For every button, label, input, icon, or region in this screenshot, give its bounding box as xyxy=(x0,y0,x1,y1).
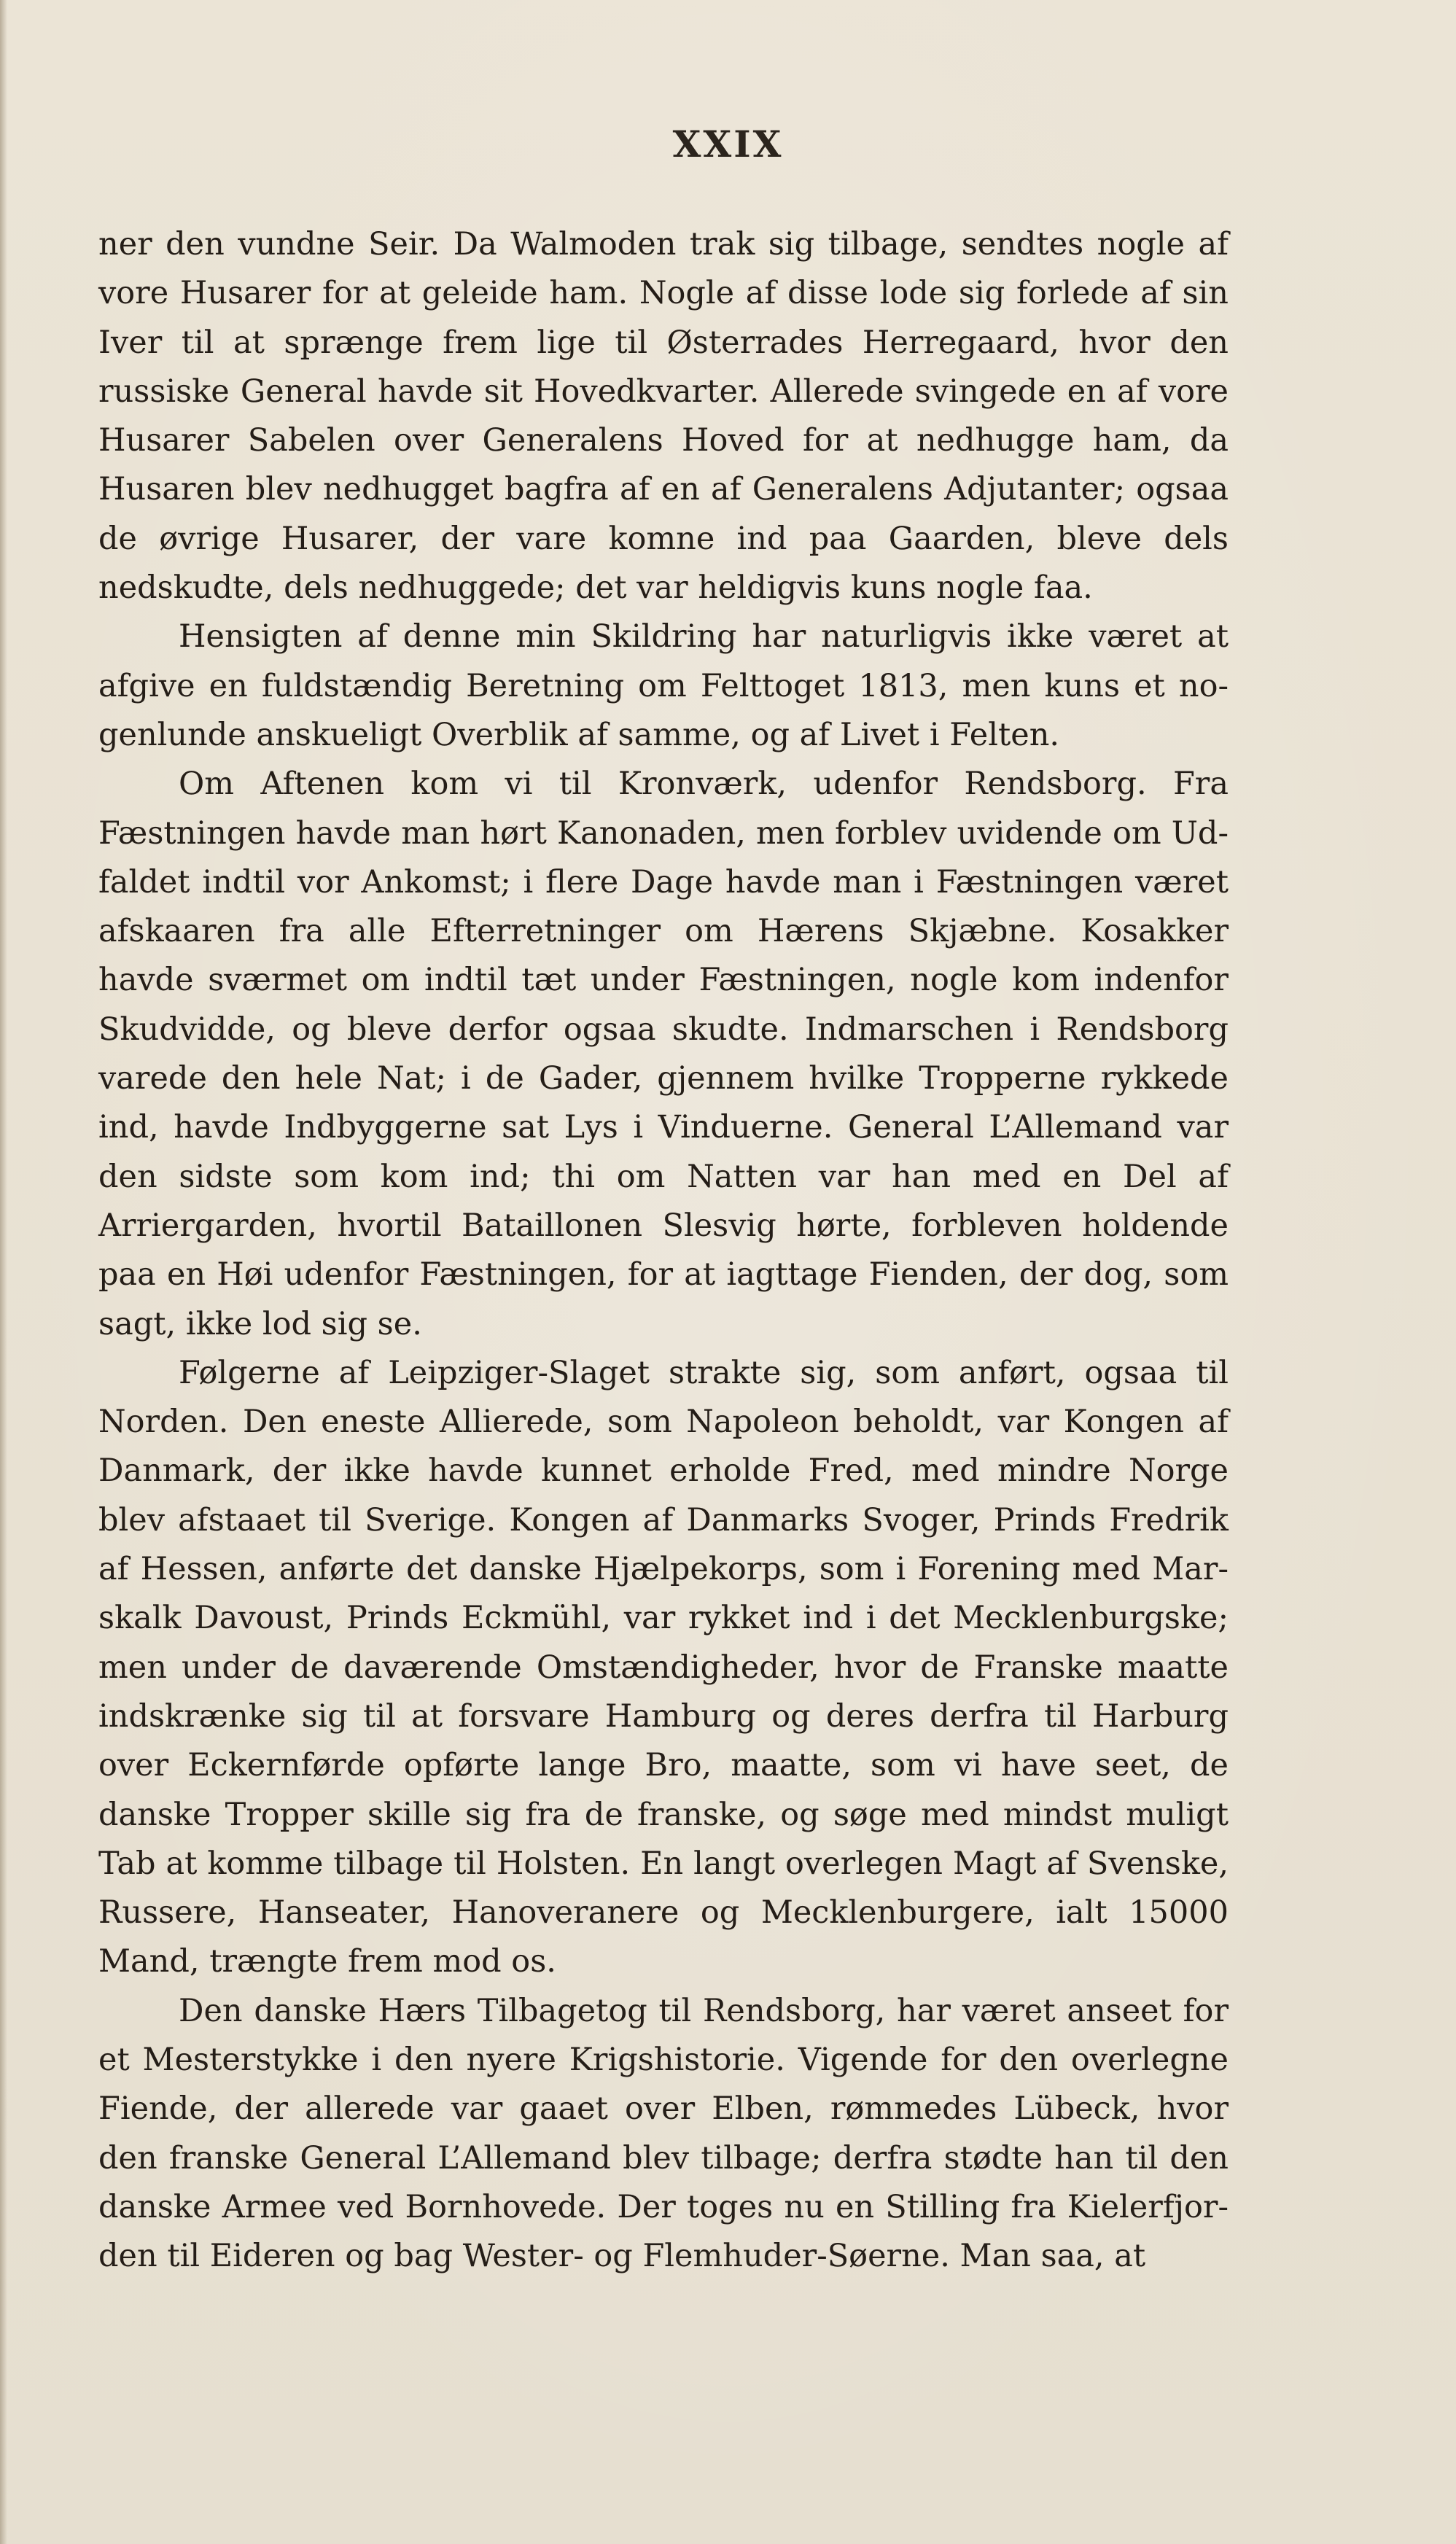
paragraph-1: ner den vundne Seir. Da Walmoden trak sig tilbage, sendtes nogle af vore Husarer for at geleide ham. Nogle af disse lode sig forlede af sin Iver til at sprænge frem lige til Østerrades Herregaard, hvor den russiske General havde sit Hovedkvarter. Allerede svingede en af vore Husarer Sabelen over Generalens Hoved for at nedhugge ham, da Husaren blev nedhugget bagfra af en af Generalens Adjutanter; ogsaa de øvrige Husarer, der vare komne ind paa Gaarden, bleve dels nedskudte, dels nedhuggede; det var heldigvis kuns nogle faa. xyxy=(98,226,1229,607)
page-number: XXIX xyxy=(672,122,784,166)
page-edge-shadow xyxy=(0,0,7,2544)
paragraph-3: Om Aftenen kom vi til Kronværk, udenfor Rendsborg. Fra Fæstningen havde man hørt Kanonaden, men forblev uvidende om Udfaldet indtil vor Ankomst; i flere Dage havde man i Fæstningen været afskaaren fra alle Efterretninger om Hærens Skjæbne. Kosakker havde sværmet om indtil tæt under Fæstningen, nogle kom indenfor Skudvidde, og bleve derfor ogsaa skudte. Indmarschen i Rendsborg varede den hele Nat; i de Gader, gjennem hvilke Tropperne rykkede ind, havde Indbyggerne sat Lys i Vinduerne. General L’Allemand var den sidste som kom ind; thi om Natten var han med en Del af Arriergarden, hvortil Bataillonen Slesvig hørte, forbleven holdende paa en Høi udenfor Fæstningen, for at iagttage Fienden, der dog, som sagt, ikke lod sig se. xyxy=(98,766,1229,1342)
paragraph-4: Følgerne af Leipziger-Slaget strakte sig, som anført, ogsaa til Norden. Den eneste Allierede, som Napoleon beholdt, var Kongen af Danmark, der ikke havde kunnet erholde Fred, med mindre Norge blev afstaaet til Sverige. Kongen af Danmarks Svoger, Prinds Fredrik af Hessen, anførte det danske Hjælpekorps, som i Forening med Marskalk Davoust, Prinds Eckmühl, var rykket ind i det Mecklenburgske; men under de daværende Omstændigheder, hvor de Franske maatte indskrænke sig til at forsvare Hamburg og deres derfra til Harburg over Eckernførde opførte lange Bro, maatte, som vi have seet, de danske Tropper skille sig fra de franske, og søge med mindst muligt Tab at komme tilbage til Holsten. En langt overlegen Magt af Svenske, Russere, Hanseater, Hanoveranere og Mecklenburgere, ialt 15000 Mand, trængte frem mod os. xyxy=(98,1354,1229,1980)
paragraph-5: Den danske Hærs Tilbagetog til Rendsborg, har været anseet for et Mesterstykke i den nyere Krigshistorie. Vigende for den overlegne Fiende, der allerede var gaaet over Elben, rømmedes Lübeck, hvor den franske General L’Allemand blev tilbage; derfra stødte han til den danske Armee ved Bornhovede. Der toges nu en Stilling fra Kielerfjorden til Eideren og bag Wester- og Flemhuder-Søerne. Man saa, at xyxy=(98,1992,1229,2275)
paragraph-2: Hensigten af denne min Skildring har naturligvis ikke været at afgive en fuldstændig Beretning om Felttoget 1813, men kuns et nogenlunde anskueligt Overblik af samme, og af Livet i Felten. xyxy=(98,618,1229,753)
body-text xyxy=(98,220,1229,2281)
